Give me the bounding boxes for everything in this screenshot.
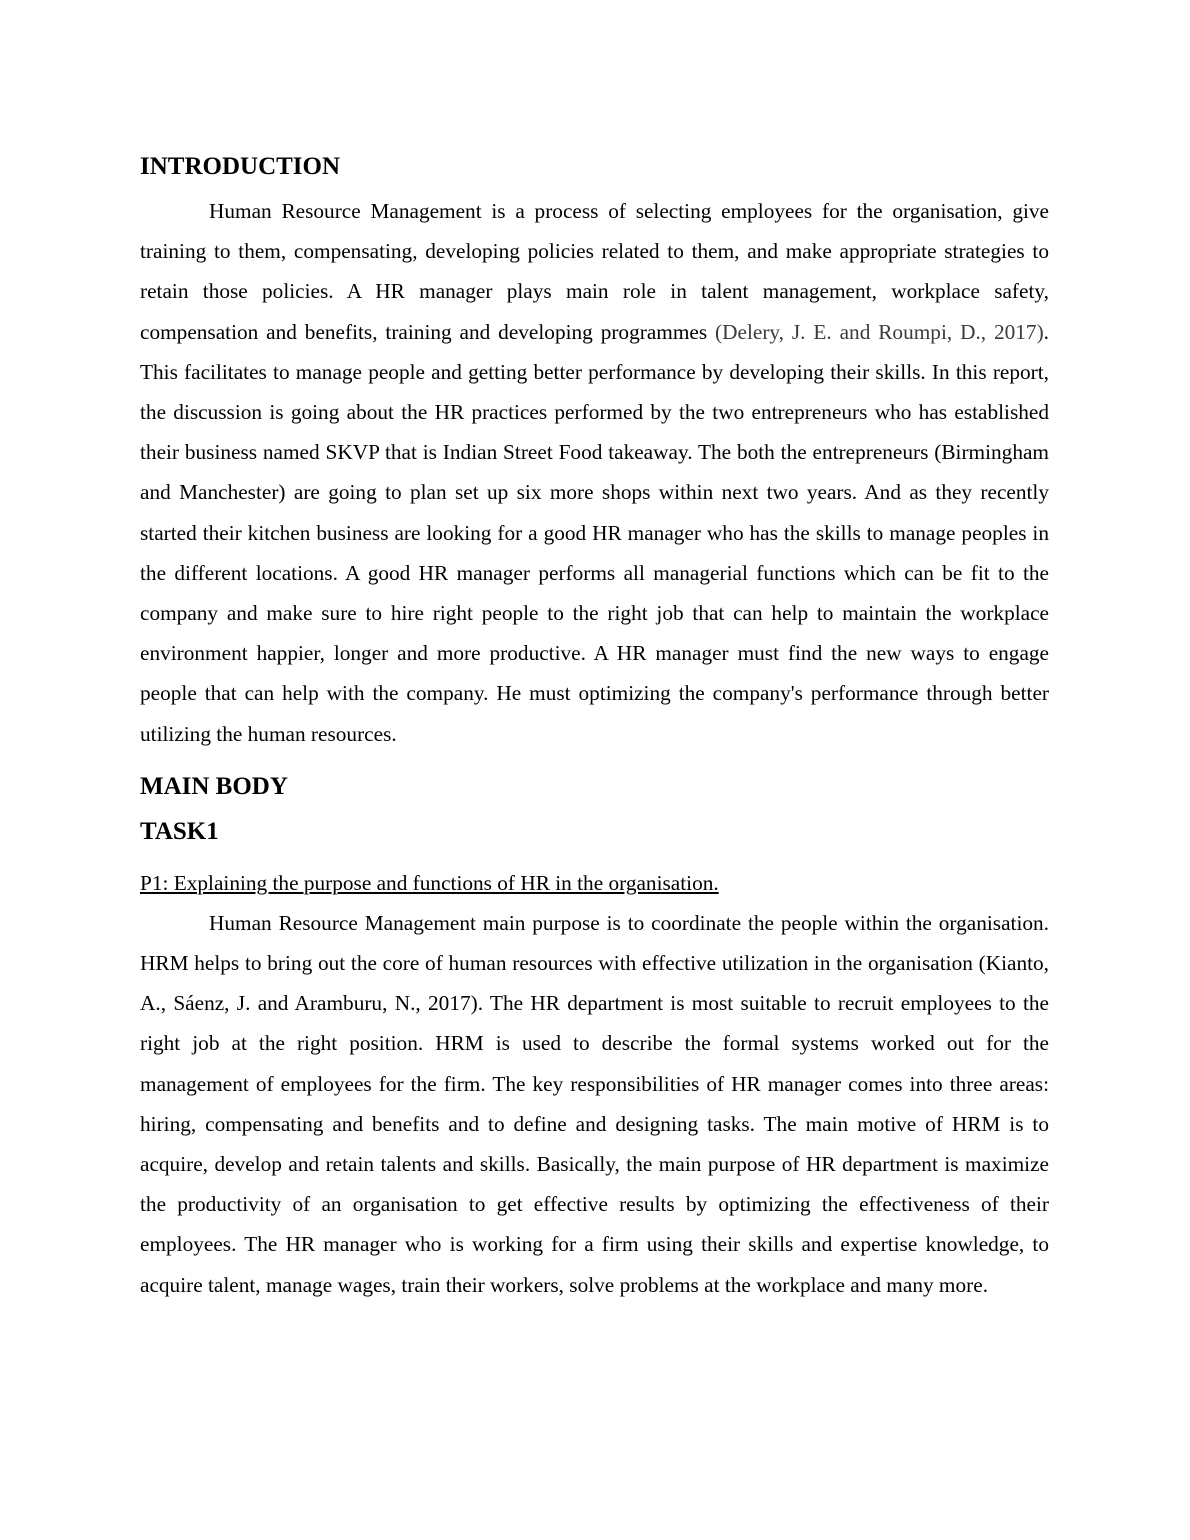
intro-text-start: Human Resource Management is a process of selecting employees for the organisation, give training to them, compensating, developing policies related to them, and make appropriate strategies to retain those policies. A HR manager plays main role in talent management, workplace safety, compensation and benefits, training and developing programmes <box>140 199 1049 344</box>
task1-heading: TASK1 <box>140 817 219 845</box>
introduction-heading: INTRODUCTION <box>140 153 341 180</box>
main-body-heading: MAIN BODY <box>140 772 288 800</box>
document-page <box>140 150 1049 1305</box>
intro-citation: (Delery, J. E. and Roumpi, D., 2017) <box>715 319 1044 344</box>
task1-paragraph: Human Resource Management main purpose is to coordinate the people within the organisation. HRM helps to bring out the core of human resources with effective utilization in the organisation (Kianto, A., Sáenz, J. and Aramburu, N., 2017). The HR department is most suitable to recruit employees to the right job at the right position. HRM is used to describe the formal systems worked out for the management of employees for the firm. The key responsibilities of HR manager comes into three areas: hiring, compensating and benefits and to define and designing tasks. The main motive of HRM is to acquire, develop and retain talents and skills. Basically, the main purpose of HR department is maximize the productivity of an organisation to get effective results by optimizing the effectiveness of their employees. The HR manager who is working for a firm using their skills and expertise knowledge, to acquire talent, manage wages, train their workers, solve problems at the workplace and many more. <box>140 910 1049 1297</box>
introduction-paragraph <box>140 191 1049 754</box>
intro-text-end: . This facilitates to manage people and getting better performance by developing their skills. In this report, the discussion is going about the HR practices performed by the two entrepreneurs who has established their business named SKVP that is Indian Street Food takeaway. The both the entrepreneurs (Birmingham and Manchester) are going to plan set up six more shops within next two years. And as they recently started their kitchen business are looking for a good HR manager who has the skills to manage peoples in the different locations. A good HR manager performs all managerial functions which can be fit to the company and make sure to hire right people to the right job that can help to maintain the workplace environment happier, longer and more productive. A HR manager must find the new ways to engage people that can help with the company. He must optimizing the company's performance through better utilizing the human resources. <box>140 319 1049 746</box>
p1-subheading: P1: Explaining the purpose and functions of HR in the organisation. <box>140 870 719 895</box>
